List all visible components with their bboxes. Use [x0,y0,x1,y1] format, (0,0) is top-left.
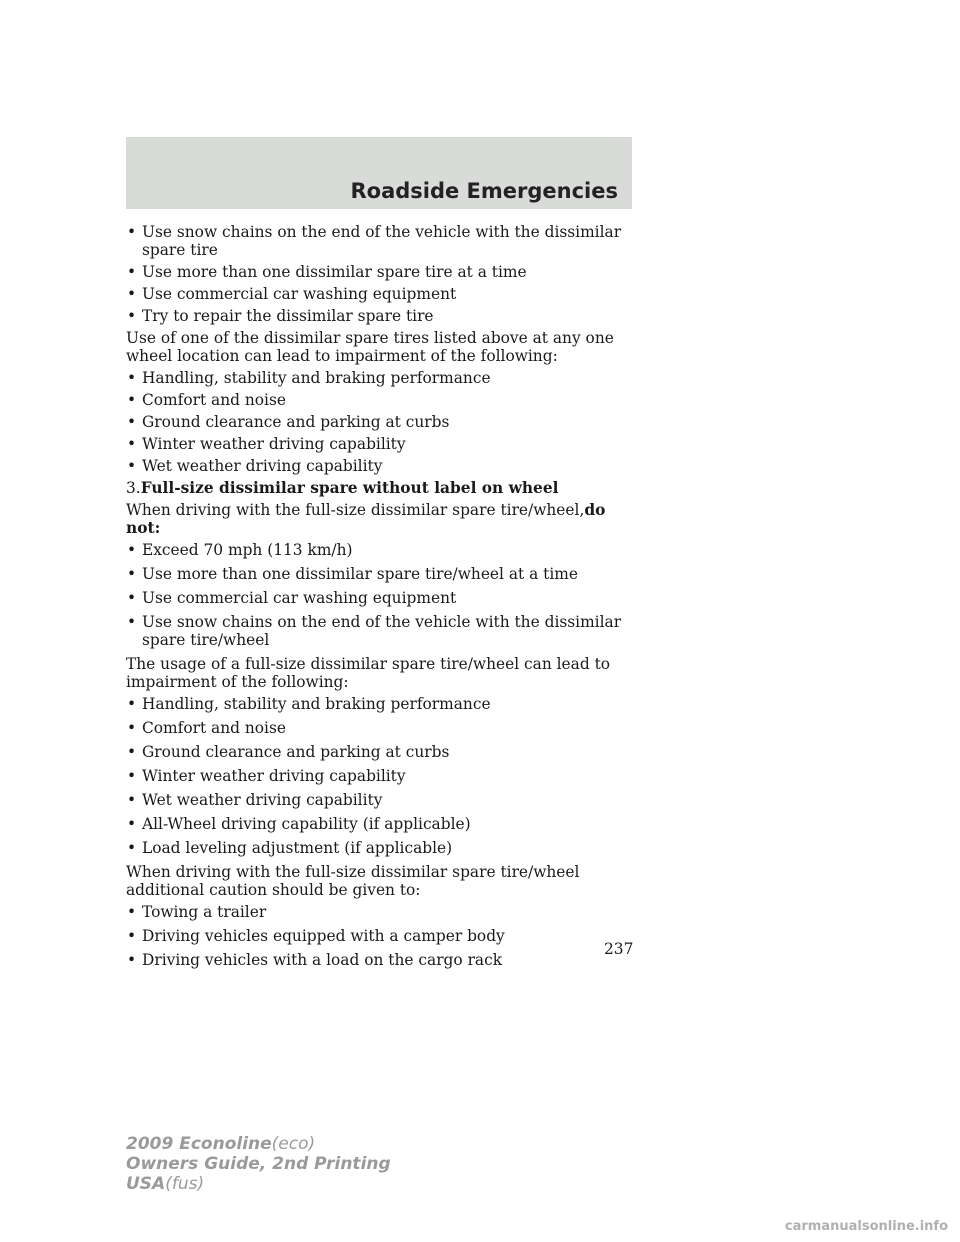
list-item: • Exceed 70 mph (113 km/h) [127,541,353,559]
list-item: • Ground clearance and parking at curbs [127,413,450,431]
list-item: • Use more than one dissimilar spare tire at a time [127,263,527,281]
bullet-icon: • [127,719,137,737]
page-content [126,223,632,975]
bullet-icon: • [127,263,137,281]
bullet-icon: • [127,457,137,475]
bullet-icon: • [127,791,137,809]
paragraph: When driving with the full-size dissimilar spare tire/wheel,do not: [126,501,606,537]
list-item: • Load leveling adjustment (if applicable) [127,839,453,857]
bullet-icon: • [127,307,137,325]
list-item: • Handling, stability and braking performance [127,695,491,713]
bullet-icon: • [127,815,137,833]
list-item: • Winter weather driving capability [127,435,406,453]
list-item: • Handling, stability and braking performance [127,369,491,387]
list-item: • Use commercial car washing equipment [127,285,457,303]
bullet-icon: • [127,839,137,857]
paragraph: Use of one of the dissimilar spare tires listed above at any one wheel location can lead to impairment of the following: [126,329,614,365]
paragraph: When driving with the full-size dissimilar spare tire/wheel additional caution should be given to: [126,863,580,899]
bullet-icon: • [127,565,137,583]
list-item: • Comfort and noise [127,719,286,737]
footer-line-guide: Owners Guide, 2nd Printing [126,1154,391,1174]
watermark: carmanualsonline.info [784,1219,948,1234]
section-header-band [126,137,632,209]
list-item: • All-Wheel driving capability (if applicable) [127,815,471,833]
list-item: • Wet weather driving capability [127,457,383,475]
list-item: • Driving vehicles equipped with a camper body [127,927,505,945]
list-item: • Try to repair the dissimilar spare tire [127,307,434,325]
bullet-icon: • [127,695,137,713]
list-item: • Comfort and noise [127,391,286,409]
numbered-heading: 3.Full-size dissimilar spare without label on wheel [126,479,559,497]
bullet-icon: • [127,589,137,607]
footer-line-region: USA(fus) [126,1174,205,1194]
list-item: • Towing a trailer [127,903,267,921]
list-item: • Winter weather driving capability [127,767,406,785]
bullet-icon: • [127,435,137,453]
paragraph: The usage of a full-size dissimilar spare tire/wheel can lead to impairment of the following: [126,655,611,691]
bullet-icon: • [127,413,137,431]
bullet-icon: • [127,369,137,387]
list-item: • Ground clearance and parking at curbs [127,743,450,761]
bullet-icon: • [127,927,137,945]
bullet-icon: • [127,767,137,785]
list-item: • Driving vehicles with a load on the cargo rack [127,951,503,969]
page-number: 237 [604,940,634,958]
list-item: • Use commercial car washing equipment [127,589,457,607]
list-item: • Use snow chains on the end of the vehicle with the dissimilar spare tire/wheel [127,613,622,649]
list-item: • Use more than one dissimilar spare tire/wheel at a time [127,565,578,583]
bullet-icon: • [127,951,137,969]
bullet-icon: • [127,903,137,921]
bullet-icon: • [127,285,137,303]
bullet-icon: • [127,743,137,761]
bullet-icon: • [127,613,137,631]
document-footer [126,1134,391,1194]
list-item: • Use snow chains on the end of the vehicle with the dissimilar spare tire [127,223,622,259]
bullet-icon: • [127,541,137,559]
footer-line-model: 2009 Econoline(eco) [126,1134,316,1154]
bullet-icon: • [127,223,137,241]
list-item: • Wet weather driving capability [127,791,383,809]
bullet-icon: • [127,391,137,409]
section-title: Roadside Emergencies [350,179,618,203]
